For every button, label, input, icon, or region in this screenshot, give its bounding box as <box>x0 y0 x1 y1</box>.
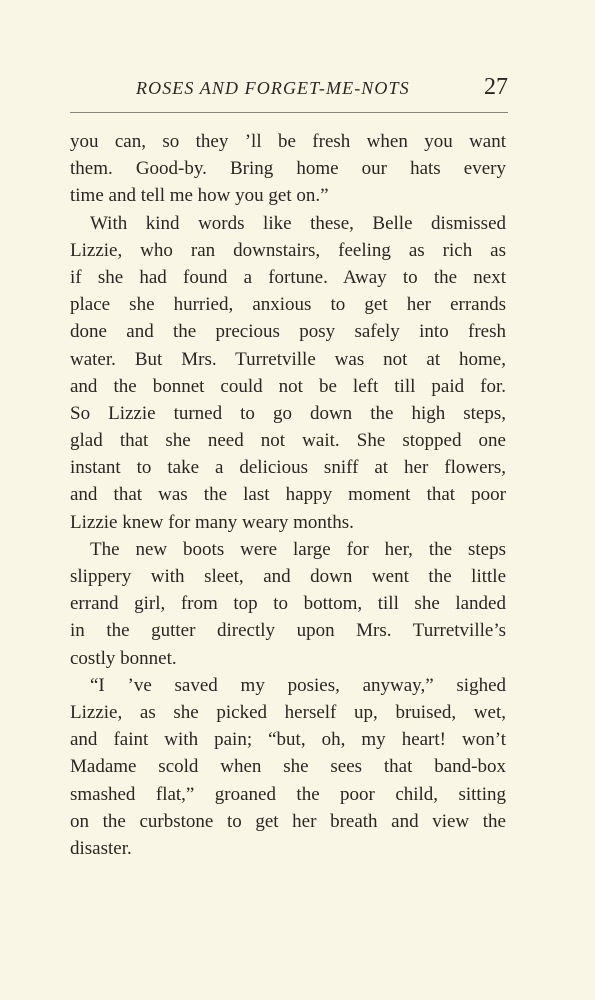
text-line: place she hurried, anxious to get her errands <box>70 294 506 316</box>
header-rule <box>70 112 508 113</box>
text-line: if she had found a fortune. Away to the next <box>70 266 506 288</box>
text-line: water. But Mrs. Turretville was not at home, <box>70 348 506 370</box>
text-line: “I ’ve saved my posies, anyway,” sighed <box>90 674 506 696</box>
text-line: and faint with pain; “but, oh, my heart! won’t <box>70 729 506 751</box>
text-line: costly bonnet. <box>70 647 177 669</box>
text-line: errand girl, from top to bottom, till she landed <box>70 593 506 615</box>
text-line: and the bonnet could not be left till paid for. <box>70 375 506 397</box>
text-line: slippery with sleet, and down went the little <box>70 566 506 587</box>
text-line: smashed flat,” groaned the poor child, sitting <box>70 783 506 805</box>
text-line: disaster. <box>70 837 132 859</box>
running-head <box>70 74 508 104</box>
text-line: The new boots were large for her, the steps <box>90 538 506 560</box>
text-line: time and tell me how you get on.” <box>70 185 329 207</box>
text-line: Lizzie, who ran downstairs, feeling as rich as <box>70 239 506 261</box>
text-line: glad that she need not wait. She stopped one <box>70 430 506 452</box>
text-line: you can, so they ’ll be fresh when you want <box>70 131 506 152</box>
text-line: and that was the last happy moment that poor <box>70 484 506 506</box>
text-line: them. Good-by. Bring home our hats every <box>70 158 506 180</box>
text-line: Madame scold when she sees that band-box <box>70 756 506 778</box>
text-line: in the gutter directly upon Mrs. Turretville’s <box>70 620 506 642</box>
body-text <box>70 128 506 862</box>
text-line: done and the precious posy safely into fresh <box>70 321 506 343</box>
text-line: With kind words like these, Belle dismissed <box>90 212 506 234</box>
text-line: So Lizzie turned to go down the high steps, <box>70 402 506 424</box>
page-number: 27 <box>484 74 508 100</box>
text-line: Lizzie knew for many weary months. <box>70 511 354 533</box>
text-line: on the curbstone to get her breath and view the <box>70 810 506 832</box>
running-title: ROSES AND FORGET-ME-NOTS <box>136 78 410 98</box>
text-line: instant to take a delicious sniff at her flowers, <box>70 457 506 479</box>
text-line: Lizzie, as she picked herself up, bruised, wet, <box>70 701 506 723</box>
